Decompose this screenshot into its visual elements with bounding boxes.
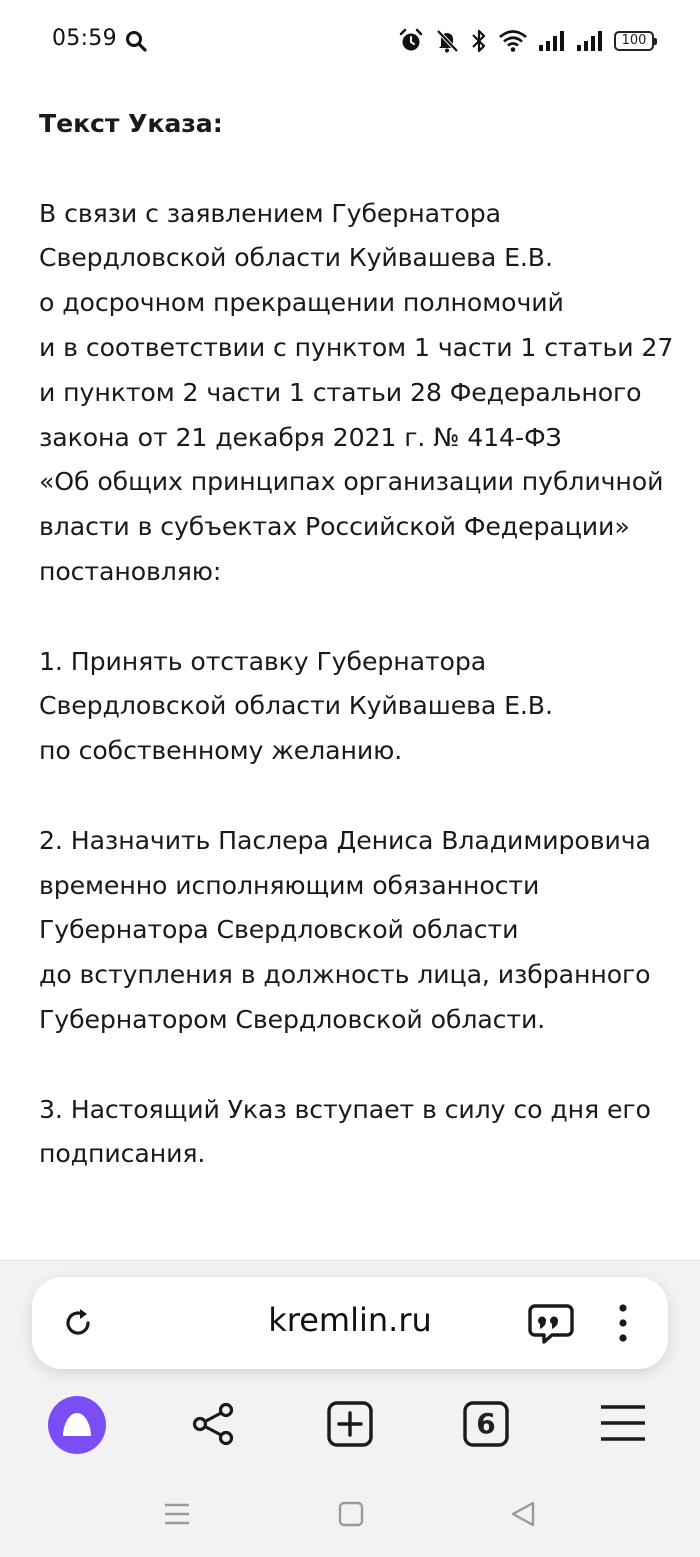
alarm-icon: [398, 28, 424, 54]
text-line: и в соответствии с пунктом 1 части 1 статьи 27: [39, 332, 674, 362]
text-line: Губернатором Свердловской области.: [39, 1004, 546, 1034]
text-line: закона от 21 декабря 2021 г. № 414-ФЗ: [39, 422, 562, 452]
text-line: подписания.: [39, 1139, 206, 1169]
decree-intro: [39, 192, 674, 595]
decree-text: [39, 102, 674, 1177]
bluetooth-icon: [470, 28, 488, 54]
more-vertical-icon[interactable]: [610, 1303, 636, 1343]
signal-icon: [576, 30, 604, 52]
bell-off-icon: [434, 28, 460, 54]
text-line: о досрочном прекращении полномочий: [39, 288, 564, 318]
new-tab-icon[interactable]: [327, 1401, 373, 1447]
text-line: до вступления в должность лица, избранного: [39, 960, 651, 990]
system-navigation-bar: [0, 1491, 700, 1551]
text-line: власти в субъектах Российской Федерации»: [39, 512, 630, 542]
text-line: временно исполняющим обязанности: [39, 870, 540, 900]
battery-level: 100: [621, 33, 647, 48]
recent-apps-icon[interactable]: [164, 1501, 190, 1527]
tabs-counter-button[interactable]: [463, 1401, 509, 1447]
text-line: постановляю:: [39, 556, 222, 586]
decree-item-3: [39, 1088, 669, 1178]
browser-bottom-panel: [0, 1260, 700, 1557]
browser-toolbar: [0, 1391, 700, 1461]
text-line: Свердловской области Куйвашева Е.В.: [39, 691, 553, 721]
wifi-icon: [498, 29, 528, 53]
decree-heading: Текст Указа:: [39, 109, 223, 138]
signal-icon: [538, 30, 566, 52]
menu-icon[interactable]: [600, 1403, 646, 1443]
status-time: 05:59: [52, 26, 117, 51]
decree-item-2: [39, 819, 669, 1043]
alice-assistant-icon[interactable]: [47, 1395, 107, 1455]
text-line: 1. Принять отставку Губернатора: [39, 646, 487, 676]
text-line: 2. Назначить Паслера Дениса Владимировича: [39, 825, 651, 855]
battery-icon: [614, 31, 654, 51]
quote-icon[interactable]: [528, 1303, 574, 1345]
url-text[interactable]: kremlin.ru: [268, 1301, 432, 1339]
back-icon[interactable]: [510, 1501, 536, 1527]
text-line: Губернатора Свердловской области: [39, 915, 519, 945]
share-icon[interactable]: [190, 1401, 236, 1447]
reload-icon[interactable]: [60, 1305, 96, 1341]
status-icons: [398, 27, 654, 55]
home-icon[interactable]: [338, 1501, 364, 1527]
status-bar: [0, 0, 700, 80]
address-bar[interactable]: [32, 1277, 668, 1369]
text-line: и пунктом 2 части 1 статьи 28 Федерального: [39, 377, 642, 407]
tabs-count: 6: [476, 1407, 496, 1440]
search-icon: [124, 29, 148, 53]
text-line: 3. Настоящий Указ вступает в силу со дня его: [39, 1094, 651, 1124]
decree-item-1: [39, 640, 669, 774]
text-line: по собственному желанию.: [39, 736, 403, 766]
text-line: В связи с заявлением Губернатора: [39, 198, 502, 228]
text-line: Свердловской области Куйвашева Е.В.: [39, 243, 553, 273]
text-line: «Об общих принципах организации публичной: [39, 467, 664, 497]
